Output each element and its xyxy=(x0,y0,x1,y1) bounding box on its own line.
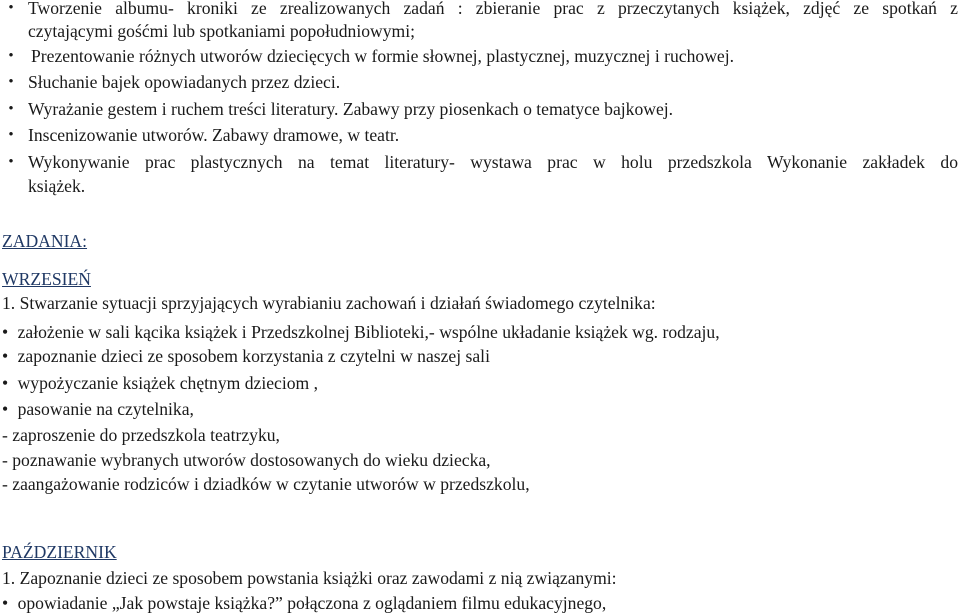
list-item-continuation: książek. xyxy=(28,176,86,196)
diamond-bullet-icon: • xyxy=(8,48,14,64)
dash-item: - zaproszenie do przedszkola teatrzyku, xyxy=(2,425,280,445)
round-bullet-icon: • xyxy=(2,346,9,366)
list-item: • wypożyczanie książek chętnym dzieciom , xyxy=(2,373,319,393)
list-item: • pasowanie na czytelnika, xyxy=(2,399,194,419)
round-bullet-icon: • xyxy=(2,593,9,613)
dash-item: - poznawanie wybranych utworów dostosowanych do wieku dziecka, xyxy=(2,450,491,470)
diamond-bullet-icon: • xyxy=(8,154,14,170)
list-item: • opowiadanie „Jak powstaje książka?” połączona z oglądaniem filmu edukacyjnego, xyxy=(2,593,607,613)
list-item: • zapoznanie dzieci ze sposobem korzystania z czytelni w naszej sali xyxy=(2,346,490,366)
diamond-bullet-icon: • xyxy=(8,101,14,117)
month-heading-pazdziernik: PAŹDZIERNIK xyxy=(2,542,117,562)
list-item-continuation: czytającymi gośćmi lub spotkaniami popołudniowymi; xyxy=(28,21,416,41)
round-bullet-icon: • xyxy=(2,373,9,393)
round-bullet-icon: • xyxy=(2,399,9,419)
month-heading-wrzesien: WRZESIEŃ xyxy=(2,269,91,289)
section-heading-zadania: ZADANIA: xyxy=(2,231,88,251)
task-point: 1. Zapoznanie dzieci ze sposobem powstania książki oraz zawodami z nią związanymi: xyxy=(2,568,617,588)
dash-item: - zaangażowanie rodziców i dziadków w czytanie utworów w przedszkolu, xyxy=(2,474,530,494)
document-page: • Tworzenie albumu- kroniki ze zrealizowanych zadań : zbieranie prac z przeczytanych książek, zdjęć ze spotkań z czytającymi gośćmi lub spotkaniami popołudniowymi; • Prezentowanie różnych utworów dziecięcych w formie słownej, plastycznej, muzycznej i ruchowej. • Słuchanie bajek opowiadanych przez dzieci. • Wyrażanie gestem i ruchem treści literatury. Zabawy przy piosenkach o tematyce bajkowej. • Inscenizowanie utworów. Zabawy dramowe, w teatr. • Wykonywanie prac plastycznych na temat literatury- wystawa prac w holu przedszkola Wykonanie zakładek do książek. ZADANIA: WRZESIEŃ 1. Stwarzanie sytuacji sprzyjających wyrabianiu zachowań i działań świadomego czytelnika: • założenie w sali kącika książek i Przedszkolnej Biblioteki,- wspólne układanie książek wg. rodzaju, • zapoznanie dzieci ze sposobem korzystania z czytelni w naszej sali • wypożyczanie książek chętnym dzieciom , • pasowanie na czytelnika, - zaproszenie do przedszkola teatrzyku, - poznawanie wybranych utworów dostosowanych do wieku dziecka, - zaangażowanie rodziców i dziadków w czytanie utworów w przedszkolu, PAŹDZIERNIK 1. Zapoznanie dzieci ze sposobem powstania książki oraz zawodami z nią związanymi: • opowiadanie „Jak powstaje książka?” połączona z oglądaniem filmu edukacyjnego, xyxy=(0,0,960,614)
round-bullet-icon: • xyxy=(2,322,9,342)
task-point: 1. Stwarzanie sytuacji sprzyjających wyrabianiu zachowań i działań świadomego czytelnika: xyxy=(2,293,656,313)
diamond-bullet-icon: • xyxy=(8,0,14,16)
diamond-bullet-icon: • xyxy=(8,74,14,90)
list-item: • założenie w sali kącika książek i Przedszkolnej Biblioteki,- wspólne układanie książek wg. rodzaju, xyxy=(2,322,720,342)
diamond-bullet-icon: • xyxy=(8,127,14,143)
